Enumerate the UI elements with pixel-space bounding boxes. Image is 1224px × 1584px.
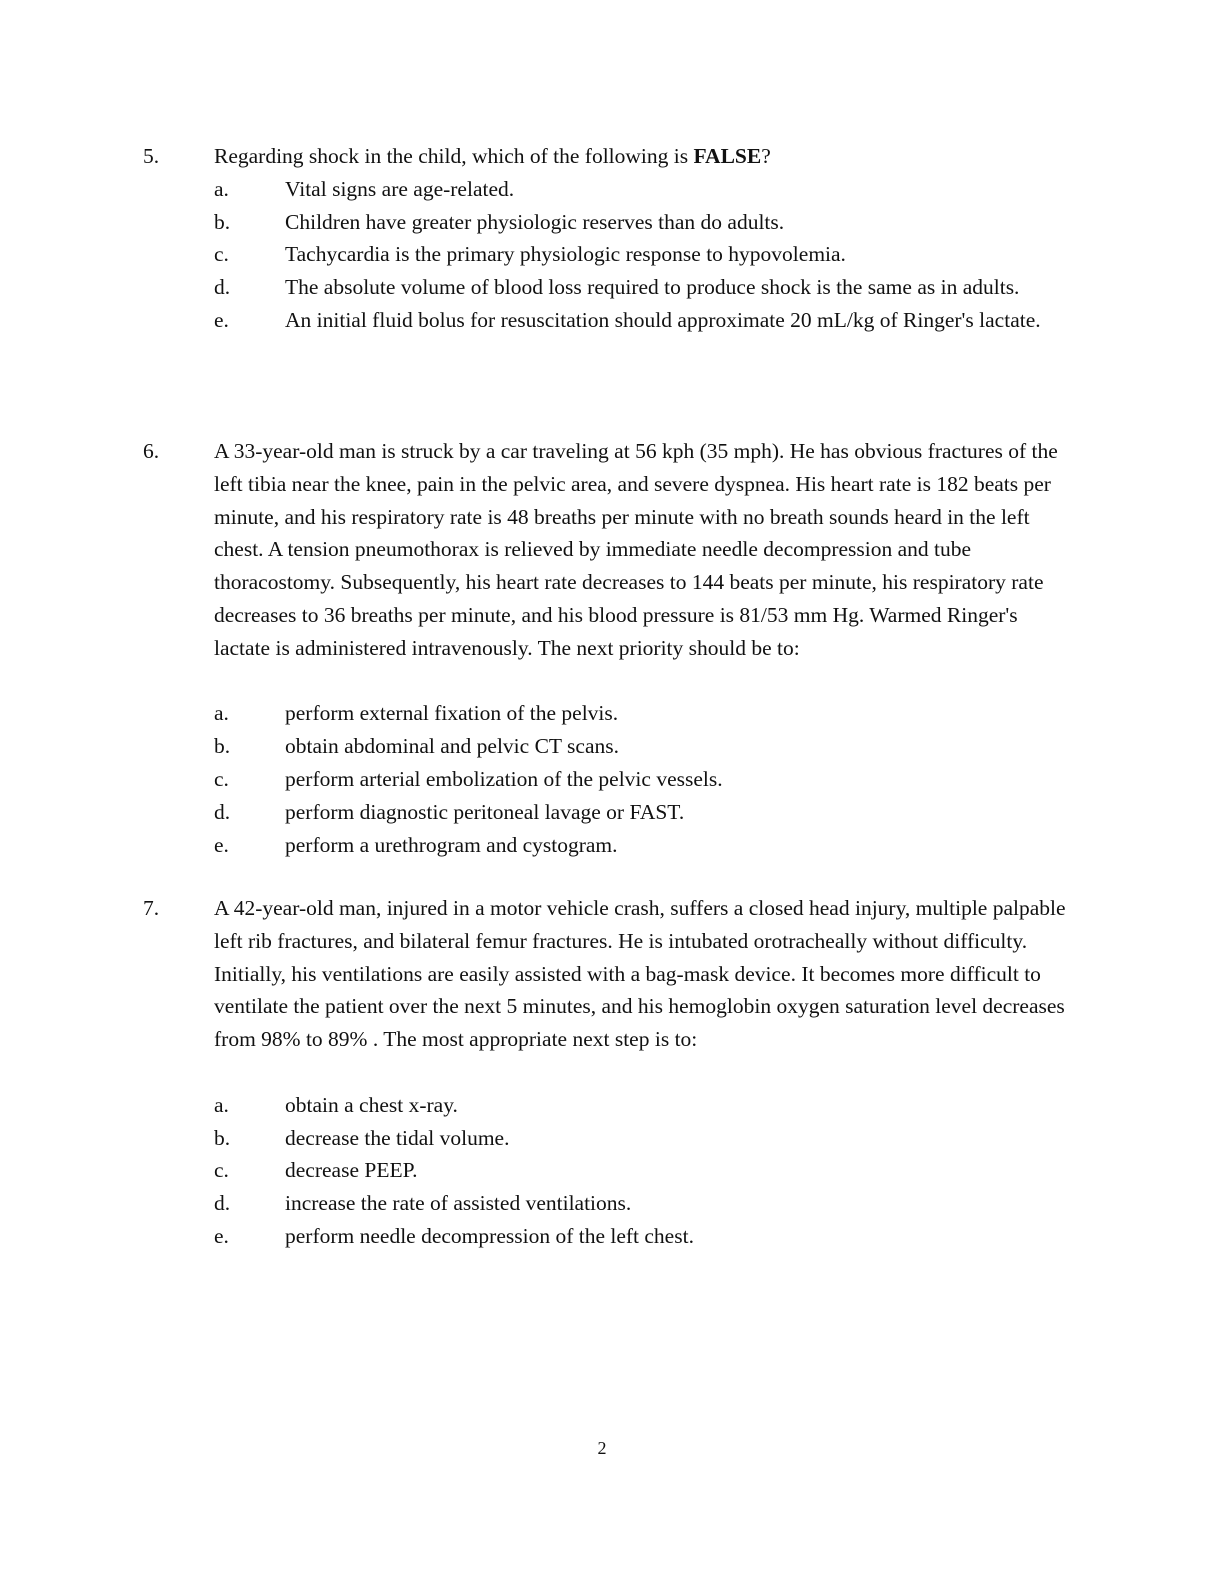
option-letter: e. [214,307,229,332]
option-text: Tachycardia is the primary physiologic response to hypovolemia. [285,242,846,267]
option-letter: a. [214,701,229,726]
option-text: perform needle decompression of the left chest. [285,1223,694,1248]
answer-option [0,763,1224,796]
answer-option [0,1122,1224,1155]
option-letter: e. [214,1223,229,1248]
answer-option [0,1089,1224,1122]
question-number: 5. [143,144,160,168]
option-text: perform a urethrogram and cystogram. [285,832,618,857]
answer-option [0,1220,1224,1253]
option-letter: c. [214,1158,229,1183]
question-stem-text: Regarding shock in the child, which of the following is [214,144,694,168]
option-text: The absolute volume of blood loss required to produce shock is the same as in adults. [285,275,1020,300]
answer-option [0,271,1224,304]
answer-option [0,796,1224,829]
option-letter: a. [214,1092,229,1117]
question-stem-end: ? [761,144,771,168]
question-stem-emphasis: FALSE [693,144,762,168]
option-text: Vital signs are age-related. [285,176,515,201]
question-stem [214,140,1074,173]
option-letter: d. [214,275,231,300]
answer-option [0,829,1224,862]
answer-option [0,238,1224,271]
option-letter: b. [214,1125,231,1150]
option-text: An initial fluid bolus for resuscitation should approximate 20 mL/kg of Ringer's lactate. [285,307,1041,332]
answer-option [0,1154,1224,1187]
option-text: obtain abdominal and pelvic CT scans. [285,734,619,759]
option-letter: d. [214,1191,231,1216]
option-text: decrease PEEP. [285,1158,418,1183]
option-letter: b. [214,209,231,234]
option-text: Children have greater physiologic reserves than do adults. [285,209,785,234]
question-stem: A 42-year-old man, injured in a motor vehicle crash, suffers a closed head injury, multiple palpable left rib fractures, and bilateral femur fractures. He is intubated orotracheally without difficulty. Initially, his ventilations are easily assisted with a bag-mask device. It becomes more difficult to ventilate the patient over the next 5 minutes, and his hemoglobin oxygen saturation level decreases from 98% to 89% . The most appropriate next step is to: [214,896,1066,1052]
answer-option [0,697,1224,730]
question-stem: A 33-year-old man is struck by a car traveling at 56 kph (35 mph). He has obvious fractures of the left tibia near the knee, pain in the pelvic area, and severe dyspnea. His heart rate is 182 beats per minute, and his respiratory rate is 48 breaths per minute with no breath sounds heard in the left chest. A tension pneumothorax is relieved by immediate needle decompression and tube thoracostomy. Subsequently, his heart rate decreases to 144 beats per minute, his respiratory rate decreases to 36 breaths per minute, and his blood pressure is 81/53 mm Hg. Warmed Ringer's lactate is administered intravenously. The next priority should be to: [214,439,1058,660]
option-letter: c. [214,766,229,791]
answer-options [0,1089,1224,1253]
answer-option [0,730,1224,763]
answer-option [0,206,1224,239]
option-letter: d. [214,799,231,824]
option-text: perform external fixation of the pelvis. [285,701,619,726]
answer-options [0,173,1224,337]
option-letter: c. [214,242,229,267]
option-letter: a. [214,176,229,201]
answer-option [0,304,1224,337]
option-text: perform arterial embolization of the pelvic vessels. [285,766,723,791]
option-text: obtain a chest x-ray. [285,1092,458,1117]
answer-options [0,697,1224,861]
option-text: increase the rate of assisted ventilations. [285,1191,632,1216]
answer-option [0,1187,1224,1220]
page-number: 2 [597,1438,607,1458]
question-number: 6. [143,439,160,463]
option-letter: e. [214,832,229,857]
option-text: perform diagnostic peritoneal lavage or FAST. [285,799,685,824]
question-number: 7. [143,896,160,920]
option-text: decrease the tidal volume. [285,1125,510,1150]
answer-option [0,173,1224,206]
option-letter: b. [214,734,231,759]
